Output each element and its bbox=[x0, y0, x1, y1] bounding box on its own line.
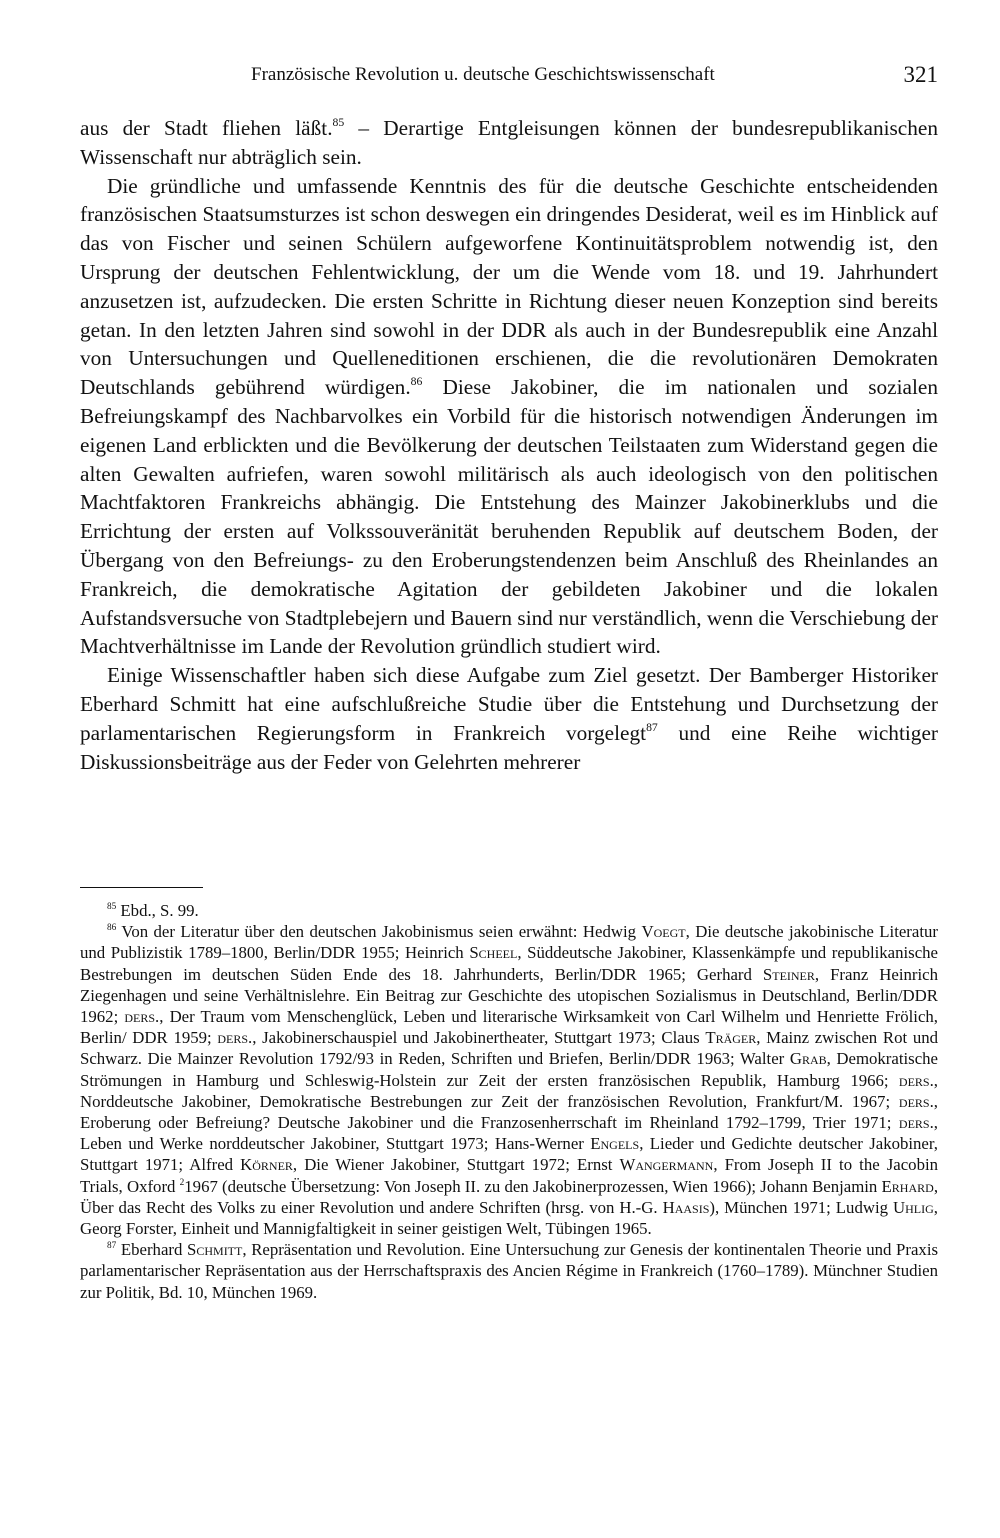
paragraph-text: – Derartige Entgleisungen können der bundesrepublikanischen Wissenschaft nur abträglich sein. bbox=[80, 116, 938, 169]
footnote-text: , Mainz zwischen Rot und Schwarz. Die Mainzer Revolution 1792/93 in Reden, Schriften und Briefen, Berlin/DDR 1963; Walter bbox=[80, 1028, 938, 1069]
page-number: 321 bbox=[903, 62, 938, 87]
footnote-text: Von der Literatur über den deutschen Jakobinismus seien erwähnt: Hedwig bbox=[116, 922, 642, 942]
paragraph-2 bbox=[80, 172, 938, 662]
footnote-text: Ebd., S. 99. bbox=[116, 901, 199, 920]
main-text bbox=[80, 114, 938, 776]
running-head bbox=[80, 58, 938, 92]
author-name: ders. bbox=[898, 1113, 934, 1133]
footnotes bbox=[80, 900, 938, 1303]
footnote-text: , Eroberung oder Befreiung? Deutsche Jakobiner und die Franzosenherrschaft im Rheinland 1792–1799, Trier 1971; bbox=[80, 1091, 938, 1133]
footnote-text: , Lieder und Gedichte deutscher Jakobiner, Stuttgart 1971; Alfred bbox=[80, 1134, 938, 1175]
author-name: ders. bbox=[898, 1091, 934, 1111]
footnote-text: , Über das Recht des Volks zu einer Revolution und andere Schriften (hrsg. von H.-G. bbox=[80, 1176, 939, 1217]
footnote-87 bbox=[80, 1239, 938, 1303]
author-name: Wangermann bbox=[619, 1155, 714, 1175]
author-name: Steiner bbox=[762, 964, 815, 984]
paragraph-text: aus der Stadt fliehen läßt. bbox=[80, 116, 333, 140]
footnote-number: 86 bbox=[107, 922, 117, 933]
footnote-text: ), München 1971; Ludwig bbox=[709, 1197, 894, 1217]
author-name: ders. bbox=[898, 1070, 934, 1090]
author-name: Voegt bbox=[641, 922, 686, 942]
author-name: Engels bbox=[590, 1134, 640, 1154]
footnote-86 bbox=[80, 921, 938, 1239]
footnote-text: , Süddeutsche Jakobiner, Klassenkämpfe und republikanische Bestrebungen im deutschen Süden Ende des 18. Jahrhunderts, Berlin/DDR 1965; Gerhard bbox=[80, 943, 939, 984]
footnote-text: , Franz Heinrich Ziegenhagen und seine Verhältnislehre. Ein Beitrag zur Geschichte des utopischen Sozialismus in Deutschland, Berlin/DDR 1962; bbox=[80, 964, 938, 1027]
author-name: Erhard bbox=[881, 1176, 934, 1196]
paragraph-text: Diese Jakobiner, die im nationalen und sozialen Befreiungskampf des Nachbarvolkes ein Vorbild für die historisch notwendigen Änderungen im eigenen Land erblickten und die Bevölkerung der deutschen Teilstaaten zum Widerstand gegen die alten Gewalten aufriefen, waren sowohl militärisch als auch ideologisch von den politischen Machtfaktoren Frankreichs abhängig. Die Entstehung des Mainzer Jakobinerklubs und die Errichtung der ersten auf Volkssouveränität beruhenden Republik auf deutschem Boden, der Übergang von den Befreiungs- zu den Eroberungstendenzen beim Anschluß des Rheinlandes an Frankreich, die demokratische Agitation der gebildeten Jakobiner und die lokalen Aufstandsversuche von Stadtplebejern und Bauern sind nur verständlich, wenn die Verschiebung der Machtverhältnisse im Lande der Revolution gründlich studiert wird. bbox=[80, 375, 939, 659]
footnote-number: 85 bbox=[107, 901, 117, 912]
footnote-text: , Der Traum vom Menschenglück, Leben und literarische Wirksamkeit von Carl Wilhelm und Henriette Frölich, Berlin/ DDR 1959; bbox=[80, 1007, 938, 1048]
footnote-ref: 87 bbox=[646, 720, 658, 734]
author-name: Scheel bbox=[469, 943, 518, 963]
paragraph-text: Die gründliche und umfassende Kenntnis des für die deutsche Geschichte entscheidenden französischen Staatsumsturzes ist schon deswegen ein dringendes Desiderat, weil es im Hinblick auf das von Fischer und seinen Schülern aufgeworfene Kontinuitätsproblem notwendig ist, den Ursprung der deutschen Fehlentwicklung, der um die Wende vom 18. und 19. Jahrhundert anzusetzen ist, aufzudecken. Die ersten Schritte in Richtung dieser neuen Konzeption sind bereits getan. In den letzten Jahren sind sowohl in der DDR als auch in der Bundesrepublik eine Anzahl von Untersuchungen und Quelleneditionen erschienen, die die revolutionären Demokraten Deutschlands gebührend würdigen. bbox=[80, 173, 938, 400]
footnote-text: 1967 (deutsche Übersetzung: Von Joseph II. zu den Jakobinerprozessen, Wien 1966); Johann Benjamin bbox=[184, 1176, 882, 1196]
footnote-text: Eberhard bbox=[116, 1240, 188, 1260]
footnote-separator bbox=[80, 887, 203, 888]
footnote-text: , Repräsentation und Revolution. Eine Untersuchung zur Genesis der kontinentalen Theorie und Praxis parlamentarischer Repräsentation aus der Herrschaftspraxis des Ancien Régime in Frankreich (1760–1789). Münchner Studien zur Politik, Bd. 10, München 1969. bbox=[80, 1240, 939, 1302]
author-name: Grab bbox=[789, 1049, 827, 1069]
edition-number: 2 bbox=[179, 1176, 185, 1187]
author-name: Körner bbox=[240, 1155, 293, 1175]
author-name: Träger bbox=[705, 1028, 757, 1048]
footnote-ref: 86 bbox=[410, 375, 423, 389]
author-name: ders. bbox=[217, 1028, 253, 1048]
paragraph-text: und eine Reihe wichtiger Diskussionsbeiträge aus der Feder von Gelehrten mehrerer bbox=[80, 720, 938, 774]
footnote-text: , Leben und Werke norddeutscher Jakobiner, Stuttgart 1973; Hans-Werner bbox=[80, 1113, 938, 1154]
author-name: ders. bbox=[124, 1007, 160, 1027]
footnote-ref: 85 bbox=[332, 116, 345, 130]
footnote-text: , Jakobinerschauspiel und Jakobinertheater, Stuttgart 1973; Claus bbox=[252, 1028, 706, 1048]
footnote-text: , From Joseph II to the Jacobin Trials, Oxford bbox=[80, 1155, 939, 1196]
running-title: Französische Revolution u. deutsche Geschichtswissenschaft bbox=[251, 64, 715, 85]
footnote-85 bbox=[80, 900, 938, 921]
paragraph-1 bbox=[80, 114, 938, 172]
paragraph-3 bbox=[80, 661, 938, 776]
footnote-text: , Demokratische Strömungen in Hamburg und Schleswig-Holstein zur Zeit der ersten französischen Republik, Hamburg 1966; bbox=[80, 1049, 938, 1090]
footnote-text: , Die Wiener Jakobiner, Stuttgart 1972; Ernst bbox=[292, 1155, 620, 1175]
author-name: Uhlig bbox=[893, 1197, 934, 1217]
paragraph-text: Einige Wissenschaftler haben sich diese Aufgabe zum Ziel gesetzt. Der Bamberger Historiker Eberhard Schmitt hat eine aufschlußreiche Studie über die Entstehung und Durchsetzung der parlamentarischen Regierungsform in Frankreich vorgelegt bbox=[80, 663, 938, 745]
author-name: Haasis bbox=[662, 1197, 710, 1217]
footnote-text: , Norddeutsche Jakobiner, Demokratische Bestrebungen zur Zeit der französischen Revolution, Frankfurt/M. 1967; bbox=[80, 1070, 938, 1111]
footnote-text: , Die deutsche jakobinische Literatur und Publizistik 1789–1800, Berlin/DDR 1955; Heinrich bbox=[80, 922, 938, 963]
footnote-number: 87 bbox=[107, 1240, 117, 1251]
footnote-text: , Georg Forster, Einheit und Mannigfaltigkeit in seiner geistigen Welt, Tübingen 1965. bbox=[80, 1197, 938, 1239]
author-name: Schmitt bbox=[187, 1240, 243, 1260]
